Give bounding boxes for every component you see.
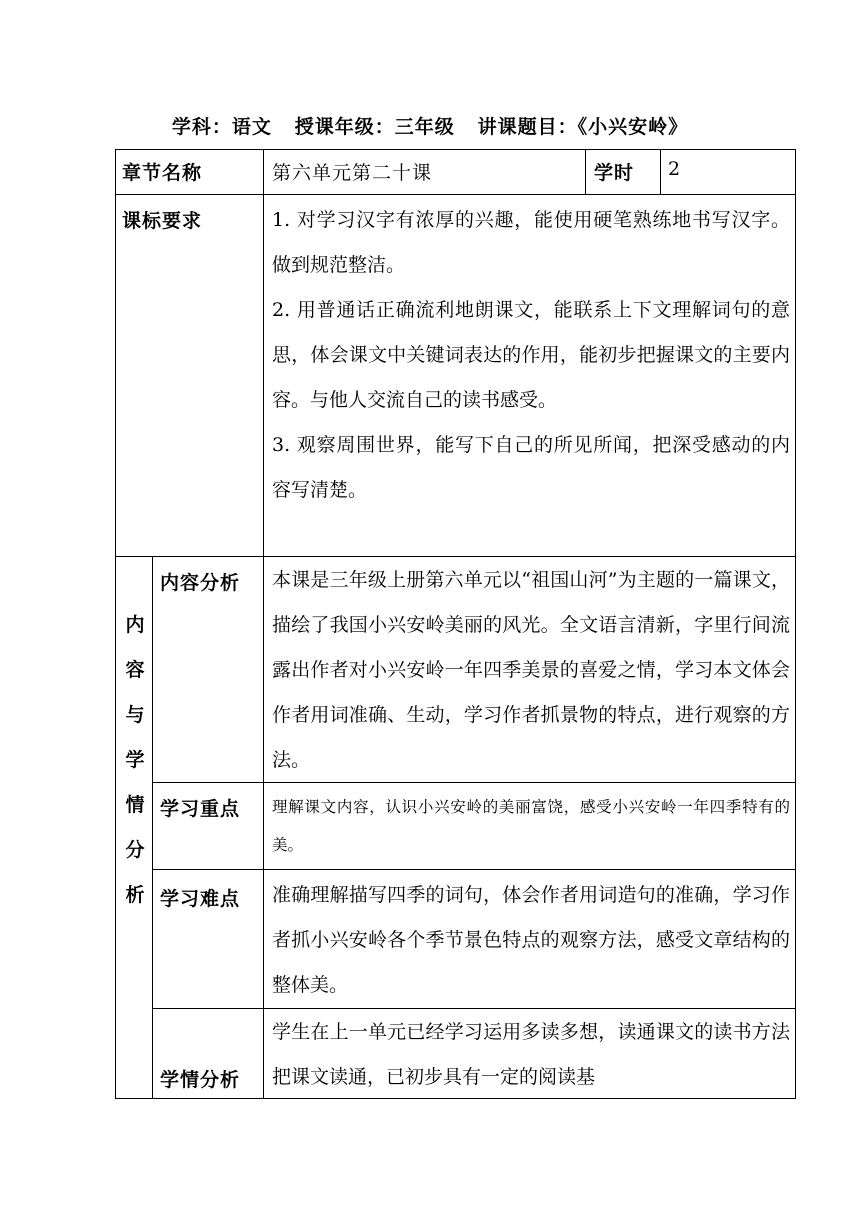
content-analysis-text: 本课是三年级上册第六单元以“祖国山河”为主题的一篇课文，描绘了我国小兴安岭美丽的风光。全文语言清新，字里行间流露出作者对小兴安岭一年四季美景的喜爱之情，学习本文体会作者用词准确、生动，学习作者抓景物的特点，进行观察的方法。 xyxy=(272,569,790,771)
learner-analysis-text: 学生在上一单元已经学习运用多读多想，读通课文的读书方法把课文读通，已初步具有一定的阅读基 xyxy=(272,1021,790,1088)
learning-focus-label: 学习重点 xyxy=(160,798,241,820)
standard-item: 1. 对学习汉字有浓厚的兴趣，能使用硬笔熟练地书写汉字。做到规范整洁。 xyxy=(272,209,790,276)
learner-analysis-label: 学情分析 xyxy=(160,1069,241,1091)
learning-focus-text: 理解课文内容，认识小兴安岭的美丽富饶，感受小兴安岭一年四季特有的美。 xyxy=(272,798,790,854)
learning-difficulty-label: 学习难点 xyxy=(160,888,241,910)
table-border xyxy=(115,149,116,1099)
table-border xyxy=(263,149,264,1099)
table-border xyxy=(115,556,796,557)
subject-label: 学科：语文 xyxy=(171,116,272,138)
section-title-vertical: 内 容 与 学 情 分 析 xyxy=(125,614,145,906)
standard-item: 2. 用普通话正确流利地朗课文，能联系上下文理解词句的意思，体会课文中关键词表达的作用，能初步把握课文的主要内容。与他人交流自己的读书感受。 xyxy=(272,299,790,411)
grade-label: 授课年级：三年级 xyxy=(294,116,455,138)
topic-label: 讲课题目：《小兴安岭》 xyxy=(477,116,689,138)
table-border xyxy=(152,869,796,870)
table-border xyxy=(152,556,153,1099)
learning-difficulty-text: 准确理解描写四季的词句，体会作者用词造句的准确，学习作者抓小兴安岭各个季节景色特点的观察方法，感受文章结构的整体美。 xyxy=(272,884,790,996)
table-border xyxy=(795,149,796,1099)
standards-content xyxy=(272,198,790,513)
hours-label: 学时 xyxy=(594,162,635,184)
table-border xyxy=(115,149,796,150)
table-border xyxy=(152,1008,796,1009)
standard-item: 3. 观察周围世界，能写下自己的所见所闻，把深受感动的内容写清楚。 xyxy=(272,434,790,501)
hours-value: 2 xyxy=(668,158,682,180)
chapter-value: 第六单元第二十课 xyxy=(272,162,433,184)
standards-label: 课标要求 xyxy=(122,210,203,232)
table-border xyxy=(585,149,586,195)
table-border xyxy=(115,194,796,195)
content-analysis-label: 内容分析 xyxy=(160,572,241,594)
table-border xyxy=(660,149,661,195)
chapter-label: 章节名称 xyxy=(122,162,203,184)
